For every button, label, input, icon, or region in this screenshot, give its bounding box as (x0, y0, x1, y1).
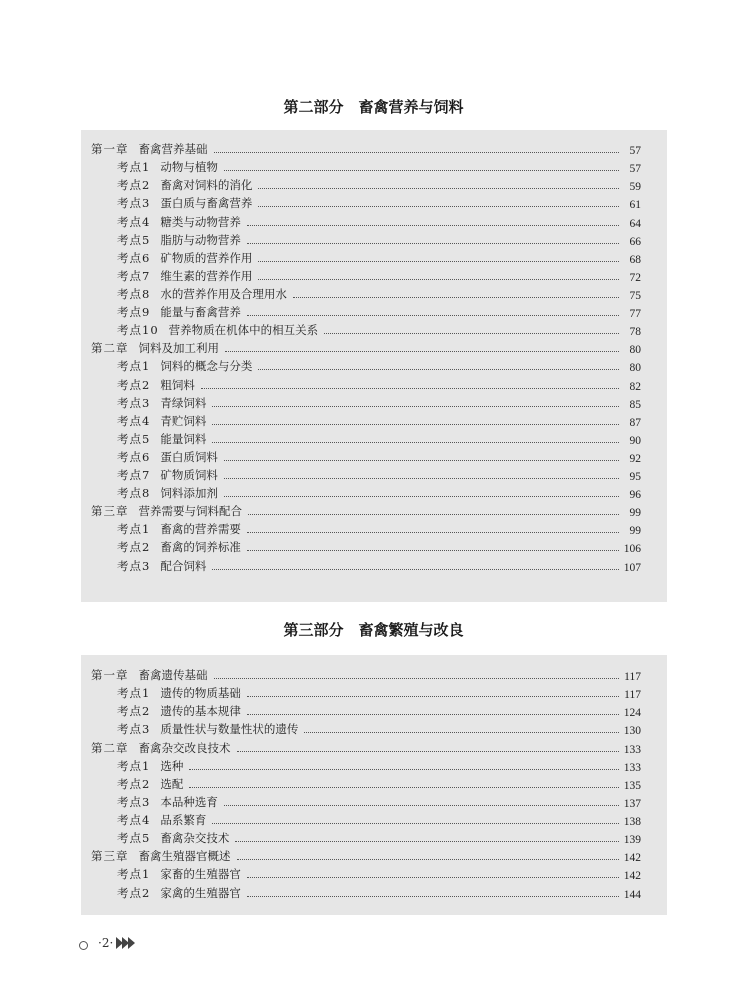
toc-entry-label (91, 485, 218, 501)
toc-entry-page: 82 (629, 380, 641, 393)
toc-entry-title: 青绿饲料 (160, 395, 207, 410)
leader-dots (247, 225, 619, 226)
leader-dots (247, 714, 619, 715)
toc-entry-label (91, 449, 218, 465)
leader-dots (224, 460, 619, 461)
toc-entry-label (91, 141, 208, 157)
toc-entry-number: 考点3 (117, 395, 151, 410)
toc-entry-title: 动物与植物 (160, 160, 218, 175)
toc-entry-label (91, 794, 218, 810)
toc-entry-page: 92 (629, 452, 641, 465)
toc-point-entry[interactable] (91, 393, 641, 411)
toc-entry-number: 第三章 (91, 504, 129, 519)
toc-entry-label (91, 431, 206, 447)
toc-entry-page: 64 (629, 217, 641, 230)
toc-entry-number: 考点7 (117, 467, 151, 482)
toc-entry-label (91, 830, 229, 846)
toc-entry-title: 能量与畜禽营养 (160, 305, 241, 320)
toc-entry-number: 考点1 (117, 160, 151, 175)
toc-point-entry[interactable] (91, 429, 641, 447)
toc-entry-page: 78 (629, 326, 641, 339)
toc-point-entry[interactable] (91, 175, 641, 193)
toc-chapter-entry[interactable] (91, 846, 641, 864)
part2-title: 第二部分 畜禽营养与饲料 (283, 98, 464, 116)
toc-entry-title: 遗传的物质基础 (160, 686, 241, 701)
toc-entry-page: 117 (624, 671, 641, 684)
toc-entry-label (91, 721, 298, 737)
toc-chapter-entry[interactable] (91, 737, 641, 755)
leader-dots (214, 678, 620, 679)
toc-entry-label (91, 812, 206, 828)
toc-point-entry[interactable] (91, 374, 641, 392)
toc-entry-label (91, 195, 252, 211)
toc-entry-page: 57 (629, 145, 641, 158)
toc-entry-title: 品系繁育 (160, 813, 207, 828)
toc-entry-label (91, 758, 183, 774)
toc-entry-label (91, 866, 241, 882)
toc-entry-page: 142 (623, 852, 641, 865)
leader-dots (201, 388, 619, 389)
toc-entry-page: 99 (629, 525, 641, 538)
toc-entry-title: 饲料添加剂 (160, 486, 218, 501)
toc-entry-number: 第二章 (91, 341, 129, 356)
toc-entry-label (91, 159, 218, 175)
toc-chapter-entry[interactable] (91, 665, 641, 683)
toc-entry-number: 考点3 (117, 722, 151, 737)
toc-entry-page: 99 (629, 507, 641, 520)
toc-entry-page: 77 (629, 308, 641, 321)
leader-dots (225, 351, 619, 352)
toc-point-entry[interactable] (91, 719, 641, 737)
toc-entry-title: 选种 (160, 758, 184, 773)
toc-entry-number: 考点4 (117, 413, 151, 428)
toc-entry-page: 80 (629, 362, 641, 375)
toc-entry-label (91, 740, 231, 756)
toc-point-entry[interactable] (91, 701, 641, 719)
leader-dots (224, 478, 619, 479)
leader-dots (247, 550, 619, 551)
toc-entry-label (91, 304, 241, 320)
toc-panel-part2 (81, 130, 667, 602)
toc-entry-page: 133 (623, 761, 641, 774)
toc-panel-part3 (81, 655, 667, 915)
toc-chapter-entry[interactable] (91, 139, 641, 157)
toc-entry-page: 135 (623, 779, 641, 792)
leader-dots (212, 823, 619, 824)
toc-entry-label (91, 885, 241, 901)
toc-entry-label (91, 395, 206, 411)
toc-point-entry[interactable] (91, 756, 641, 774)
toc-entry-page: 87 (629, 416, 641, 429)
leader-dots (237, 751, 620, 752)
toc-entry-number: 考点5 (117, 232, 151, 247)
toc-entry-label (91, 286, 287, 302)
toc-point-entry[interactable] (91, 230, 641, 248)
toc-entry-title: 矿物质饲料 (160, 467, 218, 482)
toc-entry-title: 饲料及加工利用 (138, 341, 219, 356)
toc-entry-label (91, 539, 241, 555)
toc-point-entry[interactable] (91, 266, 641, 284)
toc-entry-title: 畜禽生殖器官概述 (138, 849, 231, 864)
toc-entry-title: 蛋白质饲料 (160, 449, 218, 464)
leader-dots (212, 569, 619, 570)
toc-point-entry[interactable] (91, 320, 641, 338)
toc-entry-number: 考点2 (117, 540, 151, 555)
circle-icon (79, 941, 88, 950)
leader-dots (247, 877, 619, 878)
toc-entry-number: 考点3 (117, 558, 151, 573)
toc-chapter-entry[interactable] (91, 338, 641, 356)
toc-entry-number: 考点5 (117, 831, 151, 846)
toc-entry-page: 59 (629, 181, 641, 194)
toc-entry-number: 考点3 (117, 196, 151, 211)
leader-dots (224, 496, 619, 497)
toc-entry-title: 家禽的生殖器官 (160, 885, 241, 900)
toc-entry-label (91, 377, 195, 393)
toc-entry-page: 85 (629, 398, 641, 411)
toc-entry-page: 142 (623, 870, 641, 883)
leader-dots (258, 279, 619, 280)
leader-dots (247, 532, 619, 533)
toc-point-entry[interactable] (91, 483, 641, 501)
toc-entry-label (91, 503, 242, 519)
toc-entry-number: 考点5 (117, 431, 151, 446)
toc-entry-label (91, 322, 318, 338)
leader-dots (247, 696, 619, 697)
toc-entry-number: 考点8 (117, 286, 151, 301)
toc-entry-title: 畜禽杂交技术 (160, 831, 230, 846)
toc-point-entry[interactable] (91, 828, 641, 846)
toc-entry-title: 蛋白质与畜禽营养 (160, 196, 253, 211)
toc-entry-page: 124 (623, 707, 641, 720)
toc-entry-title: 本品种选育 (160, 794, 218, 809)
toc-entry-label (91, 358, 252, 374)
toc-entry-label (91, 685, 241, 701)
leader-dots (212, 442, 619, 443)
toc-entry-number: 考点1 (117, 359, 151, 374)
toc-entry-page: 68 (629, 253, 641, 266)
toc-entry-title: 粗饲料 (160, 377, 195, 392)
toc-entry-label (91, 413, 206, 429)
toc-entry-title: 饲料的概念与分类 (160, 359, 253, 374)
toc-entry-number: 考点2 (117, 178, 151, 193)
toc-entry-label (91, 776, 183, 792)
toc-entry-page: 106 (623, 543, 641, 556)
toc-entry-number: 考点7 (117, 268, 151, 283)
toc-entry-number: 考点1 (117, 867, 151, 882)
page-number: ·2· (98, 936, 114, 950)
leader-dots (212, 406, 619, 407)
toc-entry-title: 畜禽杂交改良技术 (138, 740, 231, 755)
toc-entry-title: 营养需要与饲料配合 (138, 504, 242, 519)
toc-entry-title: 水的营养作用及合理用水 (160, 286, 287, 301)
toc-entry-label (91, 521, 241, 537)
leader-dots (258, 369, 619, 370)
toc-entry-number: 考点6 (117, 250, 151, 265)
toc-entry-label (91, 268, 252, 284)
toc-point-entry[interactable] (91, 683, 641, 701)
toc-entry-number: 考点4 (117, 813, 151, 828)
toc-entry-page: 80 (629, 344, 641, 357)
toc-entry-page: 75 (629, 289, 641, 302)
toc-entry-number: 第一章 (91, 142, 129, 157)
toc-entry-label (91, 232, 241, 248)
toc-entry-title: 维生素的营养作用 (160, 268, 253, 283)
toc-entry-title: 矿物质的营养作用 (160, 250, 253, 265)
toc-entry-title: 选配 (160, 776, 184, 791)
toc-entry-label (91, 703, 241, 719)
toc-entry-number: 考点2 (117, 776, 151, 791)
toc-entry-page: 66 (629, 235, 641, 248)
toc-entry-number: 第二章 (91, 740, 129, 755)
toc-entry-page: 96 (629, 489, 641, 502)
toc-point-entry[interactable] (91, 465, 641, 483)
toc-point-entry[interactable] (91, 447, 641, 465)
leader-dots (235, 841, 619, 842)
toc-entry-label (91, 177, 252, 193)
toc-entry-label (91, 214, 241, 230)
toc-entry-title: 青贮饲料 (160, 413, 207, 428)
toc-entry-title: 质量性状与数量性状的遗传 (160, 722, 299, 737)
toc-point-entry[interactable] (91, 356, 641, 374)
toc-point-entry[interactable] (91, 211, 641, 229)
toc-entry-number: 考点6 (117, 449, 151, 464)
toc-point-entry[interactable] (91, 537, 641, 555)
leader-dots (293, 297, 619, 298)
toc-entry-number: 考点2 (117, 885, 151, 900)
toc-point-entry[interactable] (91, 193, 641, 211)
toc-entry-page: 117 (624, 689, 641, 702)
leader-dots (214, 152, 620, 153)
leader-dots (189, 769, 619, 770)
leader-dots (189, 787, 619, 788)
toc-entry-label (91, 848, 231, 864)
toc-entry-page: 95 (629, 470, 641, 483)
toc-entry-number: 考点10 (117, 323, 159, 338)
toc-entry-page: 133 (623, 743, 641, 756)
toc-point-entry[interactable] (91, 157, 641, 175)
toc-entry-title: 糖类与动物营养 (160, 214, 241, 229)
toc-point-entry[interactable] (91, 248, 641, 266)
toc-entry-page: 144 (623, 888, 641, 901)
toc-entry-label (91, 340, 219, 356)
toc-entry-title: 畜禽的营养需要 (160, 522, 241, 537)
toc-entry-number: 考点2 (117, 704, 151, 719)
toc-point-entry[interactable] (91, 284, 641, 302)
leader-dots (212, 424, 619, 425)
toc-entry-number: 考点1 (117, 522, 151, 537)
leader-dots (247, 896, 619, 897)
toc-entry-title: 能量饲料 (160, 431, 207, 446)
page-footer (79, 936, 135, 950)
leader-dots (258, 206, 619, 207)
toc-entry-number: 考点2 (117, 377, 151, 392)
toc-entry-page: 61 (629, 199, 641, 212)
toc-chapter-entry[interactable] (91, 501, 641, 519)
part3-title: 第三部分 畜禽繁殖与改良 (283, 621, 464, 639)
toc-entry-number: 第三章 (91, 849, 129, 864)
toc-entry-number: 考点9 (117, 305, 151, 320)
toc-entry-page: 57 (629, 163, 641, 176)
leader-dots (258, 188, 619, 189)
toc-entry-label (91, 467, 218, 483)
toc-entry-number: 第一章 (91, 668, 129, 683)
toc-point-entry[interactable] (91, 882, 641, 900)
leader-dots (248, 514, 619, 515)
toc-entry-page: 130 (623, 725, 641, 738)
leader-dots (324, 333, 619, 334)
leader-dots (304, 732, 619, 733)
toc-point-entry[interactable] (91, 302, 641, 320)
toc-entry-label (91, 558, 206, 574)
toc-entry-title: 遗传的基本规律 (160, 704, 241, 719)
toc-entry-page: 90 (629, 434, 641, 447)
toc-entry-page: 138 (623, 816, 641, 829)
toc-entry-title: 脂肪与动物营养 (160, 232, 241, 247)
toc-entry-number: 考点1 (117, 758, 151, 773)
toc-entry-title: 畜禽对饲料的消化 (160, 178, 253, 193)
toc-entry-title: 畜禽的饲养标准 (160, 540, 241, 555)
leader-dots (247, 315, 619, 316)
toc-entry-number: 考点3 (117, 794, 151, 809)
toc-entry-title: 配合饲料 (160, 558, 207, 573)
toc-entry-title: 营养物质在机体中的相互关系 (168, 323, 319, 338)
toc-entry-number: 考点1 (117, 686, 151, 701)
toc-point-entry[interactable] (91, 774, 641, 792)
toc-entry-label (91, 667, 208, 683)
toc-entry-title: 家畜的生殖器官 (160, 867, 241, 882)
toc-entry-page: 139 (623, 834, 641, 847)
toc-entry-label (91, 250, 252, 266)
double-chevron-icon (117, 937, 135, 949)
toc-point-entry[interactable] (91, 810, 641, 828)
toc-entry-title: 畜禽营养基础 (138, 142, 208, 157)
leader-dots (258, 261, 619, 262)
toc-entry-page: 107 (623, 561, 641, 574)
toc-entry-page: 72 (629, 271, 641, 284)
toc-entry-number: 考点8 (117, 486, 151, 501)
toc-point-entry[interactable] (91, 555, 641, 573)
toc-entry-title: 畜禽遗传基础 (138, 668, 208, 683)
toc-point-entry[interactable] (91, 519, 641, 537)
toc-entry-page: 137 (623, 797, 641, 810)
leader-dots (247, 243, 619, 244)
toc-entry-number: 考点4 (117, 214, 151, 229)
toc-point-entry[interactable] (91, 411, 641, 429)
leader-dots (224, 805, 619, 806)
toc-point-entry[interactable] (91, 864, 641, 882)
leader-dots (224, 170, 619, 171)
toc-point-entry[interactable] (91, 792, 641, 810)
leader-dots (237, 859, 620, 860)
